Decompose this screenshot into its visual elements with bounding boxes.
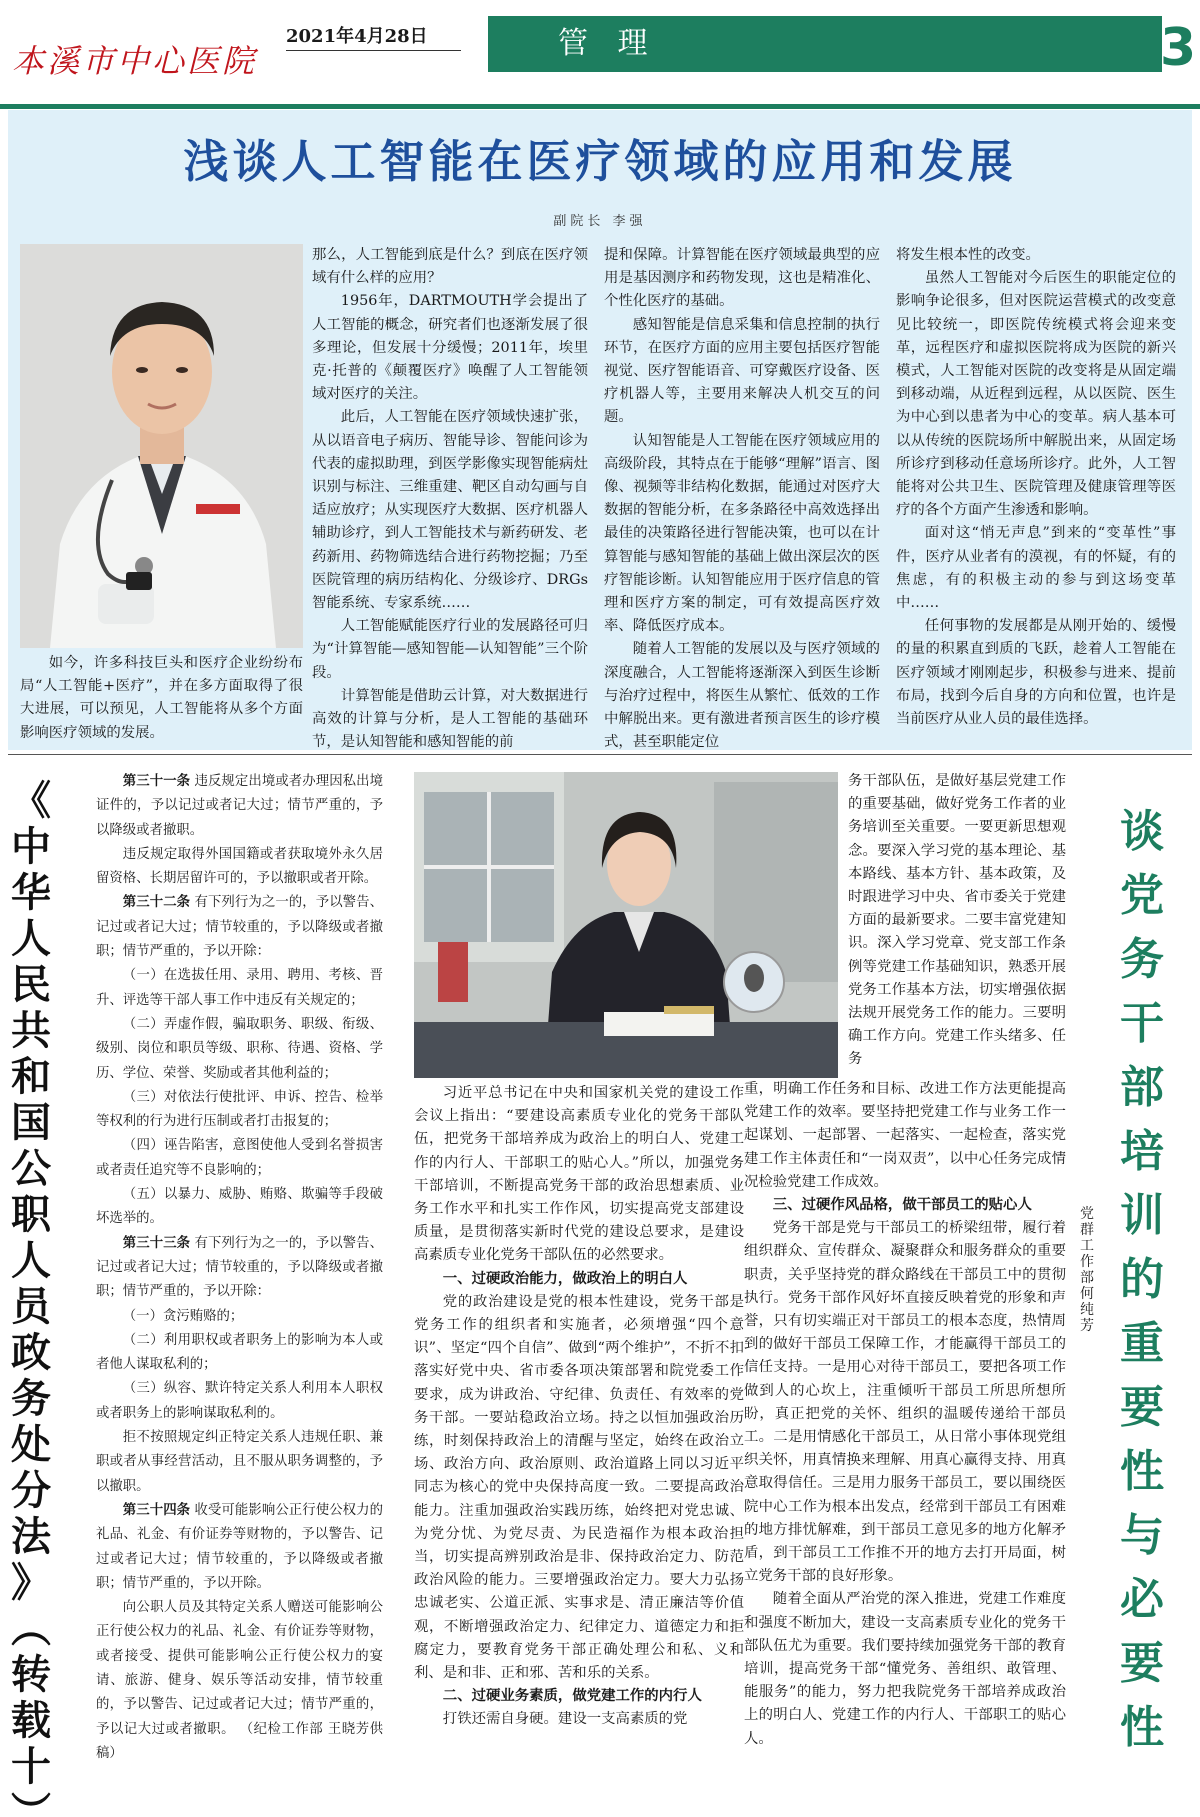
subheading: 一、过硬政治能力，做政治上的明白人	[442, 1270, 688, 1287]
party-title-char: 干	[1120, 998, 1164, 1049]
law-article-text: 拒不按照规定纠正特定关系人违规任职、兼职或者从事经营活动，且不服从职务调整的，予以撤职。	[96, 1430, 383, 1494]
party-vertical-title	[1112, 800, 1172, 1760]
subheading: 二、过硬业务素质，做党建工作的内行人	[442, 1688, 702, 1705]
law-article-text: 违反规定取得外国国籍或者获取境外永久居留资格、长期居留许可的，予以撤职或者开除。	[96, 846, 383, 887]
law-article-text: （一）在选拔任用、录用、聘用、考核、晋升、评选等干部人事工作中违反有关规定的；	[96, 968, 383, 1008]
law-paragraph	[96, 1086, 383, 1135]
law-title-char: 分	[11, 1468, 51, 1514]
article-ai-title: 浅谈人工智能在医疗领域的应用和发展	[183, 135, 1017, 188]
law-paragraph	[96, 1426, 383, 1499]
paragraph: 打铁还需自身硬。建设一支高素质的党	[442, 1711, 688, 1728]
paragraph: 将发生根本性的改变。	[896, 247, 1040, 263]
doctor-portrait-illustration	[20, 244, 303, 648]
party-title-char: 谈	[1120, 806, 1164, 857]
paragraph: 感知智能是信息采集和信息控制的执行环节，在医疗方面的应用主要包括医疗智能视觉、医疗智能语音、可穿戴医疗设备、医疗机器人等，主要用来解决人机交互的问题。	[604, 316, 880, 426]
section-divider	[8, 754, 1192, 755]
party-title-char: 要	[1120, 1638, 1164, 1689]
law-paragraph	[96, 770, 383, 843]
paragraph: 随着全面从严治党的深入推进，党建工作难度和强度不断加大，建设一支高素质专业化的党务干部队伍尤为重要。我们要持续加强党务干部的教育培训，提高党务干部“懂党务、善组织、敢管理、能服务”的能力，努力把我院党务干部培养成政治上的明白人、党建工作的内行人、干部职工的贴心人。	[744, 1591, 1066, 1747]
law-article-text: 收受可能影响公正行使公权力的礼品、礼金、有价证券等财物的，予以警告、记过或者记大过；情节较重的，予以降级或者撤职；情节严重的，予以开除。	[96, 1502, 383, 1591]
law-paragraph	[96, 843, 383, 892]
law-article-number: 第三十四条	[122, 1502, 191, 1518]
law-article-text: （四）诬告陷害，意图使他人受到名誉损害或者责任追究等不良影响的；	[96, 1138, 383, 1178]
law-article-number: 第三十一条	[122, 774, 191, 789]
law-article-text: （三）对依法行使批评、申诉、控告、检举等权利的行为进行压制或者打击报复的；	[96, 1089, 383, 1130]
party-title-char: 训	[1120, 1190, 1164, 1241]
law-vertical-title	[8, 778, 54, 1817]
law-title-char: ︶	[11, 1790, 51, 1817]
paragraph: 虽然人工智能对今后医生的职能定位的影响争论很多，但对医院运营模式的改变意见比较统一，即医院传统模式将会迎来变革，远程医疗和虚拟医院将成为医院的新兴模式，人工智能对医院的改变将是从固定端到移动端，从近程到远程，从以医院、医生为中心到以患者为中心的变革。病人基本可以从传统的医院场所中解脱出来，从固定场所诊疗到移动任意场所诊疗。此外，人工智能将对公共卫生、医院管理及健康管理等医疗的各个方面产生渗透和影响。	[896, 270, 1176, 519]
subheading: 三、过硬作风品格，做干部员工的贴心人	[772, 1197, 1032, 1214]
author-photo-doctor	[20, 244, 303, 648]
party-title-char: 的	[1120, 1254, 1164, 1305]
law-title-char: 载	[11, 1698, 51, 1744]
paragraph: 如今，许多科技巨头和医疗企业纷纷布局“人工智能+医疗”，并在多方面取得了很大进展，可以预见，人工智能将从多个方面影响医疗领域的发展。	[20, 655, 303, 741]
law-title-char: 转	[11, 1652, 51, 1698]
paragraph: 面对这“悄无声息”到来的“变革性”事件，医疗从业者有的漠视，有的怀疑，有的焦虑，有的积极主动的参与到这场变革中……	[896, 525, 1176, 612]
law-title-char: 《	[11, 778, 51, 824]
article-ai-column-4	[896, 244, 1176, 731]
law-paragraph	[96, 1183, 383, 1232]
law-article-text: （五）以暴力、威胁、贿赂、欺骗等手段破坏选举的。	[96, 1187, 383, 1227]
paragraph: 那么，人工智能到底是什么？到底在医疗领域有什么样的应用？	[312, 247, 588, 287]
law-title-char: 处	[11, 1422, 51, 1468]
law-article-text: 有下列行为之一的，予以警告、记过或者记大过；情节较重的，予以降级或者撤职；情节严重的，予以开除：	[96, 1235, 383, 1300]
paragraph: 任何事物的发展都是从刚开始的、缓慢的量的积累直到质的飞跃，趁着人工智能在医疗领域才刚刚起步，积极参与进来、提前布局，找到今后自身的方向和位置，也许是当前医疗从业人员的最佳选择。	[896, 618, 1176, 728]
law-title-char: 》	[11, 1560, 51, 1606]
party-title-char: 部	[1120, 1062, 1164, 1113]
article-ai-column-2	[312, 244, 588, 754]
article-ai-column-1	[20, 652, 303, 745]
law-paragraph	[96, 964, 383, 1013]
party-title-char: 与	[1120, 1510, 1164, 1561]
law-paragraph	[96, 1329, 383, 1378]
law-article-text: （一）贪污贿赂的；	[122, 1308, 244, 1324]
issue-date: 2021年4月28日	[286, 26, 428, 47]
page-number: 3	[1160, 18, 1197, 78]
section-banner: 管 理	[488, 16, 1162, 72]
paragraph: 重，明确工作任务和目标、改进工作方法更能提高党建工作的效率。要坚持把党建工作与业务工作一起谋划、一起部署、一起落实、一起检查，落实党建工作主体责任和“一岗双责”，以中心任务完成情况检验党建工作成效。	[744, 1081, 1066, 1190]
party-title-char: 要	[1120, 1382, 1164, 1433]
law-article-text: （二）弄虚作假，骗取职务、职级、衔级、级别、岗位和职员等级、职称、待遇、资格、学历、学位、荣誉、奖励或者其他利益的；	[96, 1016, 383, 1081]
law-title-char: 国	[11, 1100, 51, 1146]
law-title-char: 政	[11, 1330, 51, 1376]
paragraph: 1956年，DARTMOUTH学会提出了人工智能的概念，研究者们也逐渐发展了很多理论，但发展十分缓慢；2011年，埃里克·托普的《颠覆医疗》唤醒了人工智能领域对医疗的关注。	[312, 293, 588, 403]
law-title-char: 十	[11, 1744, 51, 1790]
party-title-char: 性	[1120, 1446, 1164, 1497]
paragraph: 党务干部是党与干部员工的桥梁纽带，履行着组织群众、宣传群众、凝聚群众和服务群众的重要职责，关乎坚持党的群众路线在干部员工中的贯彻执行。党务干部作风好坏直接反映着党的形象和声誉，只有切实端正对干部员工的根本态度，热情周到的做好干部员工保障工作，才能赢得干部员工的信任支持。一是用心对待干部员工，要把各项工作做到人的心坎上，注重倾听干部员工所思所想所盼，真正把党的关怀、组织的温暖传递给干部员工。二是用情感化干部员工，从日常小事体现党组织关怀，用真情换来理解、用真心赢得支持、用真意取得信任。三是用力服务干部员工，要以围绕医院中心工作为根本出发点，经常到干部员工有困难的地方排忧解难，到干部员工意见多的地方化解矛盾，到干部员工工作推不开的地方去打开局面，树立党务干部的良好形象。	[744, 1220, 1066, 1585]
date-underline	[286, 50, 461, 51]
paragraph: 习近平总书记在中央和国家机关党的建设工作会议上指出：“要建设高素质专业化的党务干部队伍，把党务干部培养成为政治上的明白人、党建工作的内行人、干部职工的贴心人。”所以，加强党务干部培训，不断提高党务干部的政治思想素质、业务工作水平和扎实工作作风，切实提高党支部建设质量，是贯彻落实新时代党的建设总要求，是建设高素质专业化党务干部队伍的必然要求。	[414, 1085, 744, 1264]
law-title-char: 中	[11, 824, 51, 870]
party-title-char: 性	[1120, 1702, 1164, 1753]
law-article-text: （二）利用职权或者职务上的影响为本人或者他人谋取私利的；	[96, 1332, 383, 1373]
article-ai-byline: 副院长 李强	[553, 214, 647, 229]
law-title-char: 职	[11, 1192, 51, 1238]
newspaper-logo: 本溪市中心医院	[12, 42, 258, 80]
party-article-column-a	[848, 770, 1066, 1072]
party-title-char: 务	[1120, 934, 1164, 985]
paragraph: 随着人工智能的发展以及与医疗领域的深度融合，人工智能将逐渐深入到医生诊断与治疗过程中，将医生从繁忙、低效的工作中解脱出来。更有激进者预言医生的诊疗模式，甚至职能定位	[604, 641, 880, 751]
law-article-number: 第三十二条	[122, 895, 191, 911]
law-article-text: 向公职人员及其特定关系人赠送可能影响公正行使公权力的礼品、礼金、有价证券等财物，或者接受、提供可能影响公正行使公权力的宴请、旅游、健身、娱乐等活动安排，情节较重的，予以警告、记过或者记大过；情节严重的，予以记大过或者撤职。 （纪检工作部 王晓芳供稿）	[96, 1600, 383, 1761]
law-title-char: ︵	[11, 1606, 51, 1652]
author-photo-staff	[414, 772, 838, 1078]
law-title-char: 员	[11, 1284, 51, 1330]
paragraph: 此后，人工智能在医疗领域快速扩张，从以语音电子病历、智能导诊、智能问诊为代表的虚拟助理，到医学影像实现智能病灶识别与标注、三维重建、靶区自动勾画与自适应放疗；从实现医疗大数据、医疗机器人辅助诊疗，到人工智能技术与新药研发、老药新用、药物筛选结合进行药物挖掘；乃至医院管理的病历结构化、分级诊疗、DRGs智能系统、专家系统……	[312, 409, 588, 612]
office-portrait-illustration	[414, 772, 838, 1078]
law-title-char: 公	[11, 1146, 51, 1192]
law-title-char: 共	[11, 1008, 51, 1054]
law-article-text: 违反规定出境或者办理因私出境证件的，予以记过或者记大过；情节严重的，予以降级或者撤职。	[96, 774, 383, 838]
party-article-column-c	[744, 1078, 1066, 1751]
law-title-char: 民	[11, 962, 51, 1008]
law-title-char: 和	[11, 1054, 51, 1100]
law-title-char: 务	[11, 1376, 51, 1422]
header-rule	[0, 104, 1200, 109]
paragraph: 计算智能是借助云计算，对大数据进行高效的计算与分析，是人工智能的基础环节，是认知智能和感知智能的前	[312, 687, 588, 751]
law-paragraph	[96, 1305, 383, 1329]
paragraph: 人工智能赋能医疗行业的发展路径可归为“计算智能—感知智能—认知智能”三个阶段。	[312, 618, 588, 681]
party-article-author: 党群工作部 何纯芳	[1080, 1206, 1094, 1334]
law-paragraph	[96, 1134, 383, 1183]
party-title-char: 重	[1120, 1318, 1164, 1369]
paragraph: 认知智能是人工智能在医疗领域应用的高级阶段，其特点在于能够“理解”语言、图像、视频等非结构化数据，能通过对医疗大数据的智能分析，在多条路径中高效选择出最佳的决策路径进行智能决策，也可以在计算智能与感知智能的基础上做出深层次的医疗智能诊断。认知智能应用于医疗信息的管理和医疗方案的制定，可有效提高医疗效率、降低医疗成本。	[604, 432, 880, 635]
law-paragraph	[96, 1013, 383, 1086]
law-paragraph	[96, 1232, 383, 1305]
party-title-char: 必	[1120, 1574, 1164, 1625]
paragraph: 务干部队伍，是做好基层党建工作的重要基础，做好党务工作者的业务培训至关重要。一要更新思想观念。要深入学习党的基本理论、基本路线、基本方针、基本政策，及时跟进学习中央、省市委关于党建方面的最新要求。二要丰富党建知识。深入学习党章、党支部工作条例等党建工作基础知识，熟悉开展党务工作基本方法，切实增强依据法规开展党务工作的能力。三要明确工作方向。党建工作头绪多、任务	[848, 773, 1066, 1068]
law-article-text: 有下列行为之一的，予以警告、记过或者记大过；情节较重的，予以降级或者撤职；情节严重的，予以开除：	[96, 895, 383, 960]
law-title-char: 法	[11, 1514, 51, 1560]
paragraph: 党的政治建设是党的根本性建设，党务干部是党务工作的组织者和实施者，必须增强“四个意识”、坚定“四个自信”、做到“两个维护”，不折不扣落实好党中央、省市委各项决策部署和院党委工作要求，成为讲政治、守纪律、负责任、有效率的党务干部。一要站稳政治立场。持之以恒加强政治历练，时刻保持政治上的清醒与坚定，始终在政治立场、政治方向、政治原则、政治道路上同以习近平同志为核心的党中央保持高度一致。二要提高政治能力。注重加强政治实践历练，始终把对党忠诚、为党分忧、为党尽责、为民造福作为根本政治担当，切实提高辨别政治是非、保持政治定力、防范政治风险的能力。三要增强政治定力。要大力弘扬忠诚老实、公道正派、实事求是、清正廉洁等价值观，不断增强政治定力、纪律定力、道德定力和拒腐定力，要教育党务干部正确处理公和私、义和利、是和非、正和邪、苦和乐的关系。	[414, 1293, 744, 1682]
law-title-char: 人	[11, 1238, 51, 1284]
law-article-number: 第三十三条	[122, 1235, 191, 1251]
law-title-char: 华	[11, 870, 51, 916]
law-paragraph	[96, 891, 383, 964]
law-article-text: （三）纵容、默许特定关系人利用本人职权或者职务上的影响谋取私利的。	[96, 1381, 383, 1421]
law-paragraph	[96, 1499, 383, 1596]
party-article-column-b	[414, 1082, 744, 1732]
article-ai-column-3	[604, 244, 880, 754]
party-title-char: 党	[1120, 870, 1164, 921]
party-title-char: 培	[1120, 1126, 1164, 1177]
law-title-char: 人	[11, 916, 51, 962]
law-paragraph	[96, 1596, 383, 1766]
paragraph: 提和保障。计算智能在医疗领域最典型的应用是基因测序和药物发现，这也是精准化、个性化医疗的基础。	[604, 247, 880, 310]
law-text-column	[96, 770, 383, 1766]
law-paragraph	[96, 1377, 383, 1426]
